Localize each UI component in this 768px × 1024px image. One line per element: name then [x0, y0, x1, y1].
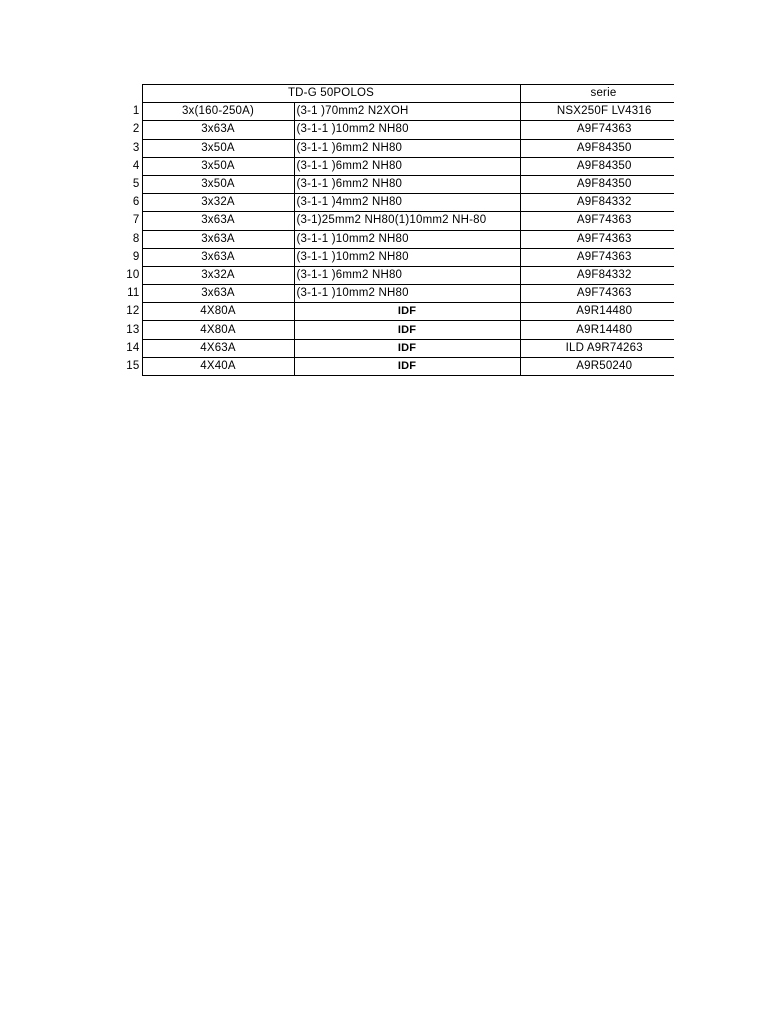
serie-column-header: serie [520, 85, 674, 103]
cable-cell: (3-1-1 )10mm2 NH80 [294, 248, 520, 266]
row-number-cell: 3 [132, 141, 140, 154]
breaker-cell: 3x63A [142, 230, 294, 248]
table-row [112, 303, 674, 321]
serie-cell: A9F74363 [520, 121, 674, 139]
serie-cell: A9F74363 [520, 248, 674, 266]
table-row [112, 175, 674, 193]
table-row [112, 248, 674, 266]
breaker-cell: 4X63A [142, 339, 294, 357]
table-row [112, 339, 674, 357]
breaker-cell: 4X40A [142, 357, 294, 375]
cable-cell: (3-1-1 )4mm2 NH80 [294, 194, 520, 212]
table-row [112, 157, 674, 175]
breaker-cell: 3x(160-250A) [142, 103, 294, 121]
cable-cell: (3-1 )70mm2 N2XOH [294, 103, 520, 121]
cable-cell: (3-1-1 )6mm2 NH80 [294, 157, 520, 175]
serie-cell: A9R14480 [520, 303, 674, 321]
cable-cell: (3-1-1 )10mm2 NH80 [294, 230, 520, 248]
table-row [112, 321, 674, 339]
serie-cell: A9F84332 [520, 194, 674, 212]
serie-cell: A9F84350 [520, 139, 674, 157]
cable-cell: IDF [294, 339, 520, 357]
table-title: TD-G 50POLOS [142, 85, 520, 103]
row-number-cell: 12 [126, 305, 140, 318]
row-number-cell: 7 [132, 214, 140, 227]
table-row [112, 121, 674, 139]
table-row [112, 212, 674, 230]
serie-cell: A9R14480 [520, 321, 674, 339]
table-row [112, 139, 674, 157]
row-number-cell: 9 [132, 250, 140, 263]
row-number-cell: 2 [132, 123, 140, 136]
breaker-schedule-table [112, 84, 674, 376]
cable-cell: IDF [294, 321, 520, 339]
breaker-cell: 4X80A [142, 303, 294, 321]
cable-cell: (3-1-1 )6mm2 NH80 [294, 266, 520, 284]
cable-cell: IDF [294, 303, 520, 321]
row-number-cell: 14 [126, 341, 140, 354]
serie-cell: A9F74363 [520, 230, 674, 248]
breaker-cell: 3x50A [142, 139, 294, 157]
serie-cell: A9F84350 [520, 157, 674, 175]
row-number-cell: 4 [132, 159, 140, 172]
cable-cell: IDF [294, 357, 520, 375]
table-row [112, 230, 674, 248]
breaker-cell: 3x63A [142, 212, 294, 230]
breaker-cell: 3x63A [142, 285, 294, 303]
breaker-cell: 3x50A [142, 175, 294, 193]
cable-cell: (3-1-1 )10mm2 NH80 [294, 285, 520, 303]
breaker-cell: 3x32A [142, 194, 294, 212]
spreadsheet-page [112, 84, 674, 376]
serie-cell: A9F74363 [520, 285, 674, 303]
breaker-cell: 3x32A [142, 266, 294, 284]
table-row [112, 357, 674, 375]
table-row [112, 194, 674, 212]
breaker-cell: 3x63A [142, 121, 294, 139]
serie-cell: ILD A9R74263 [520, 339, 674, 357]
header-number-cell [112, 85, 142, 103]
table-row [112, 285, 674, 303]
table-header-row [112, 85, 674, 103]
row-number-cell: 8 [132, 232, 140, 245]
serie-cell: A9R50240 [520, 357, 674, 375]
row-number-cell: 13 [126, 323, 140, 336]
cable-cell: (3-1-1 )6mm2 NH80 [294, 139, 520, 157]
cable-cell: (3-1)25mm2 NH80(1)10mm2 NH-80 [294, 212, 520, 230]
cable-cell: (3-1-1 )6mm2 NH80 [294, 175, 520, 193]
serie-cell: A9F84332 [520, 266, 674, 284]
row-number-cell: 1 [132, 105, 140, 118]
row-number-cell: 6 [132, 196, 140, 209]
breaker-cell: 4X80A [142, 321, 294, 339]
row-number-cell: 10 [126, 268, 140, 281]
row-number-cell: 15 [126, 359, 140, 372]
row-number-cell: 11 [127, 287, 140, 300]
cable-cell: (3-1-1 )10mm2 NH80 [294, 121, 520, 139]
breaker-cell: 3x50A [142, 157, 294, 175]
serie-cell: A9F84350 [520, 175, 674, 193]
row-number-cell: 5 [132, 178, 140, 191]
breaker-cell: 3x63A [142, 248, 294, 266]
table-row [112, 103, 674, 121]
serie-cell: NSX250F LV4316 [520, 103, 674, 121]
serie-cell: A9F74363 [520, 212, 674, 230]
table-body [112, 85, 674, 376]
table-row [112, 266, 674, 284]
